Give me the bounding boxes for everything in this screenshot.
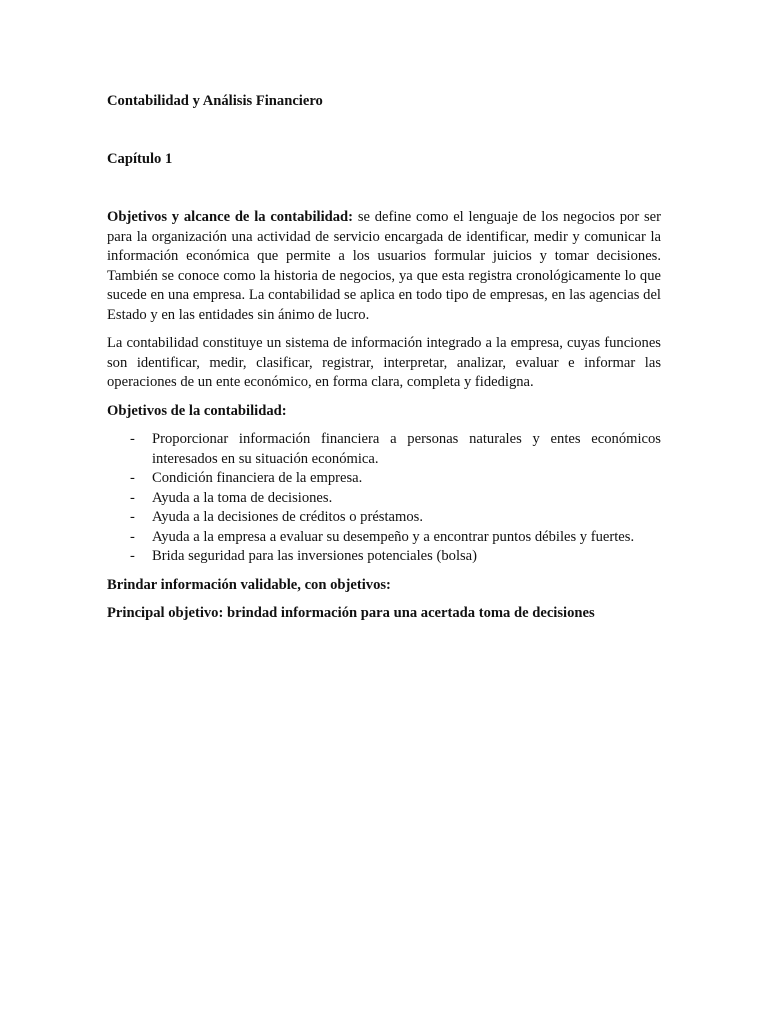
brindar-heading: Brindar información validable, con objetivos: [107,576,391,593]
bullet-dash: - [130,528,135,545]
list-item [107,547,661,567]
bullet-dash: - [130,470,135,486]
bullet-dash: - [130,509,135,525]
objectives-scope-paragraph [107,208,661,325]
list-item [107,489,661,509]
list-item-text: Ayuda a la empresa a evaluar su desempeño y a encontrar puntos débiles y fuertes. [152,528,635,545]
list-item-text: Ayuda a la decisiones de créditos o préstamos. [152,509,423,525]
bullet-dash: - [130,489,135,506]
chapter-heading: Capítulo 1 [107,151,173,167]
list-item [107,528,661,548]
list-item-text: Ayuda a la toma de decisiones. [152,489,333,506]
objectives-list [107,430,661,567]
objectives-scope-lead: Objetivos y alcance de la contabilidad: [107,209,354,225]
principal-objective-heading: Principal objetivo: brindad información para una acertada toma de decisiones [107,605,595,621]
list-item-text: Proporcionar información financiera a personas naturales y entes económicos interesados en su situación económica. [152,431,661,467]
list-item [107,469,661,489]
bullet-dash: - [130,548,135,564]
accounting-system-paragraph: La contabilidad constituye un sistema de información integrado a la empresa, cuyas funciones son identificar, medir, clasificar, registrar, interpretar, analizar, evaluar e informar las operaciones de un ente económico, en forma clara, completa y fidedigna. [107,335,661,390]
objectives-scope-text: se define como el lenguaje de los negocios por ser para la organización una actividad de servicio encargada de identificar, medir y comunicar la información económica que permite a los usuarios formular juicios y tomar decisiones. También se conoce como la historia de negocios, ya que esta registra cronológicamente lo que sucede en una empresa. La contabilidad se aplica en todo tipo de empresas, en las agencias del Estado y en las entidades sin ánimo de lucro. [107,209,661,323]
list-item [107,508,661,528]
list-item-text: Condición financiera de la empresa. [152,470,363,486]
list-item [107,430,661,469]
document-body [107,92,661,624]
objectives-heading: Objetivos de la contabilidad: [107,402,287,419]
bullet-dash: - [130,431,135,447]
list-item-text: Brida seguridad para las inversiones potenciales (bolsa) [152,548,478,564]
document-title: Contabilidad y Análisis Financiero [107,93,323,109]
